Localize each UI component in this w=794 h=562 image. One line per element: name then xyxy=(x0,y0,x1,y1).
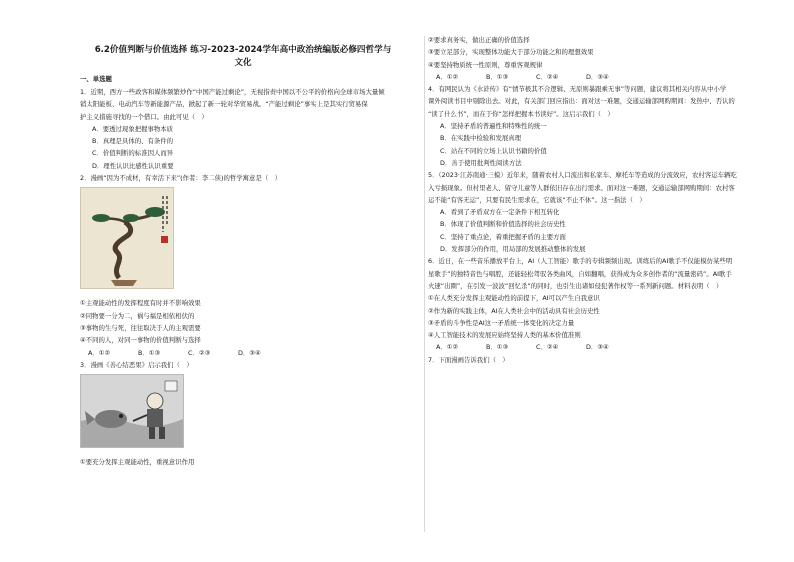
q2-statement-3: ③事物的生与死，往往取决于人的主观需要 xyxy=(80,323,201,332)
q7-stem: 7．下面漫画告诉我们（ ） xyxy=(428,355,509,364)
q6-line: 星歌手”的独特音色与唱腔，还能轻松驾驭各类曲风，自如翻唱，获得成为众多创作者的“流量密码”。AI歌手 xyxy=(428,269,732,278)
left-column xyxy=(80,34,406,468)
q3-choice-d: D．③④ xyxy=(586,72,609,81)
q2-statement-4: ④不同的人，对同一事物的价值判断与选择 xyxy=(80,336,201,345)
q5-option-a: A．看到了矛盾双方在一定条件下相互转化 xyxy=(440,208,560,217)
question-4 xyxy=(428,83,764,169)
q6-statement-2: ②作为新的实践主体，AI在人类社会中的活动具有社会历史性 xyxy=(428,306,600,315)
cartoon-image xyxy=(80,374,184,448)
q2-choice-d: D．③④ xyxy=(238,348,261,357)
q2-choice-c: C．②③ xyxy=(188,348,211,357)
q2-answer-row xyxy=(80,347,406,359)
q2-choice-a: A．①② xyxy=(88,348,111,357)
q4-option-c: C．站在不同的立场上认识书籍的价值 xyxy=(440,146,547,155)
q3-statement-4: ④要坚持物质统一性原则，尊重客观规律 xyxy=(428,60,543,69)
q6-line: 6．近日，在一些音乐播放平台上，AI（人工智能）歌手的专辑频频出现。训练后的AI歌手不仅能模仿某些明 xyxy=(428,257,733,266)
q3-choice-c: C．②④ xyxy=(536,72,559,81)
right-column xyxy=(428,34,764,366)
q6-choice-d: D．③④ xyxy=(586,343,609,352)
q1-option-c: C．价值判断的标准因人而异 xyxy=(92,149,174,158)
q1-line: 护主义措施寻找的一个借口。由此可见（ ） xyxy=(80,112,208,121)
q1-option-d: D．理性认识比感性认识重要 xyxy=(92,161,174,170)
q2-stem: 2．漫画“因为不成材，有幸活下来”(作者：李二侠)的哲学寓意是（ ） xyxy=(80,174,282,183)
q5-line: 运不能“有客无运”，只要有民生需求在，它就该“不止不休”。这一指法（ ） xyxy=(428,195,646,204)
q6-choice-b: B．①③ xyxy=(486,343,509,352)
title-line-2: 文化 xyxy=(234,58,252,68)
q5-option-c: C．坚持了重点论，着重把握矛盾的主要方面 xyxy=(440,232,566,241)
q1-line: 1．近期，西方一些政客和媒体频繁炒作“中国产能过剩论”，无视指责中国以不公平的价格向全球市场大量倾 xyxy=(80,88,385,96)
q3-choice-b: B．①③ xyxy=(486,72,509,81)
title-line-1: 6.2价值判断与价值选择 练习-2023-2024学年高中政治统编版必修四哲学与 xyxy=(94,45,392,55)
q3-stem: 3．漫画《善心结恶果》启示我们（ ） xyxy=(80,360,193,369)
q1-option-a: A．要透过现象把握事物本质 xyxy=(92,124,174,133)
q2-painting-image xyxy=(80,187,406,293)
q5-option-d: D．发挥部分的作用，用局部的发展推动整体的发展 xyxy=(440,245,586,254)
q5-line: 入亏损现象。但村里老人、留守儿童等人群依旧存在出行需求。面对这一难题，交通运输部网购期间：农村客 xyxy=(428,183,735,192)
q6-statement-4: ④人工智能技术的发展应始终坚持人类的基本价值准则 xyxy=(428,331,581,340)
q6-line: 火速“出圈”，在引发一波波“回忆杀”的同时，也引生出诸如侵犯著作权等一系列新问题。材料表明（ ） xyxy=(428,281,723,290)
q2-statement-2: ②同物要一分为二，祸与福是相依相伏的 xyxy=(80,311,195,320)
q3-cartoon-image xyxy=(80,374,406,452)
q2-choice-b: B．①③ xyxy=(138,348,161,357)
question-6 xyxy=(428,255,764,353)
question-3-continued xyxy=(428,34,764,83)
q3-statement-3: ③要立足部分，实现整体功能大于部分功能之和的理想效果 xyxy=(428,48,594,57)
document-page xyxy=(76,34,764,534)
question-5 xyxy=(428,169,764,255)
q6-answer-row xyxy=(428,341,764,353)
document-title xyxy=(80,44,406,70)
question-7 xyxy=(428,354,764,366)
question-1 xyxy=(80,86,406,172)
bonsai-painting-image xyxy=(80,187,174,289)
q4-option-a: A．坚持矛盾的普遍性和特殊性的统一 xyxy=(440,122,547,131)
question-3 xyxy=(80,359,406,469)
q6-choice-c: C．②④ xyxy=(536,343,559,352)
section-heading: 一、单选题 xyxy=(80,75,112,83)
q3-statement-2: ②要求真务实，做出正确的价值选择 xyxy=(428,36,530,44)
q2-statement-1: ①主观能动性的发挥程度有时并不影响效果 xyxy=(80,299,201,308)
q5-line: 5．（2023·江苏南通·三模）近年来，随着农村人口流出和私家车、摩托车等造成的分流效应，农村客运车辆吃 xyxy=(428,171,737,180)
q5-option-b: B．体现了价值判断和价值选择的社会历史性 xyxy=(440,220,566,229)
q4-line: 4．有网民认为《水浒传》有“情节极其不合逻辑、无原则暴跟乘无事”等问题，建议将其相关内容从中小学 xyxy=(428,85,727,94)
q4-line: 课外阅读书目中剔除出去。对此，有关部门回应指出：面对这一难题，交通运输部网购期间：发热中、否认的 xyxy=(428,97,735,106)
q4-line: “读了什么书”，而在于你“怎样把握本书读好”。这启示我们（ ） xyxy=(428,109,614,118)
q3-answer-row xyxy=(428,71,764,83)
q6-choice-a: A．①② xyxy=(436,343,459,352)
q3-statement-1: ①要充分发挥主观能动性，重视意识作用 xyxy=(80,458,195,467)
q3-choice-a: A．①② xyxy=(436,72,459,81)
column-divider xyxy=(424,36,425,532)
q1-line: 销太阳能板、电动汽车等新能源产品，掀起了新一轮对华贸易战。“产能过剩论”事实上是其实行贸易保 xyxy=(80,100,368,109)
question-2 xyxy=(80,172,406,359)
q4-option-d: D．善于使用批判性阅读方法 xyxy=(440,158,522,167)
q4-option-b: B．在实践中检验和发展真理 xyxy=(440,134,522,143)
q6-statement-1: ①在人类充分发挥主观能动性的前提下，AI可以产生自我意识 xyxy=(428,294,600,303)
q6-statement-3: ③矛盾的斗争性是AI这一矛盾统一体变化的决定力量 xyxy=(428,318,575,327)
q1-option-b: B．真理是具体的、有条件的 xyxy=(92,137,174,146)
